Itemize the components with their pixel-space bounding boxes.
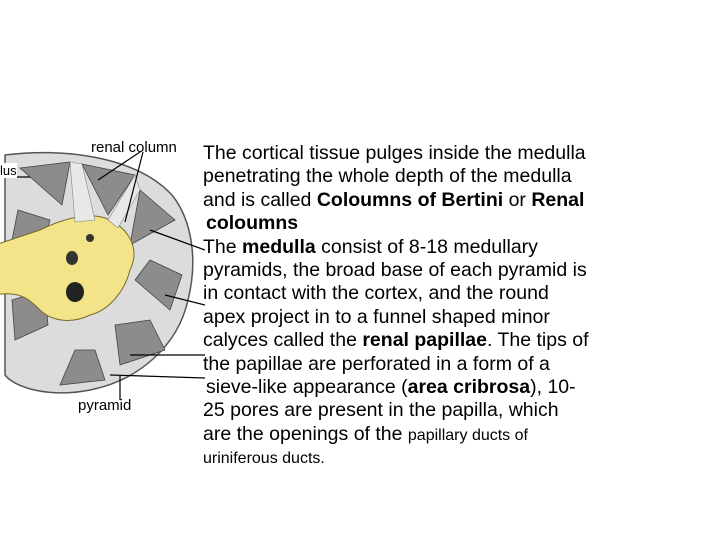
- text-line: [203, 376, 708, 399]
- text-run: in contact with the cortex, and the round: [203, 282, 549, 305]
- term-coloumns: coloumns: [206, 212, 299, 235]
- text-run: 25 pores are present in the papilla, which: [203, 399, 559, 422]
- text-run: apex project in to a funnel shaped minor: [203, 305, 550, 328]
- text-run: . The tips of: [486, 329, 589, 352]
- text-run: sieve-like appearance (: [206, 376, 408, 399]
- text-run: papillary ducts of: [407, 426, 528, 444]
- text-line: [203, 399, 708, 422]
- text-line: [203, 236, 708, 259]
- text-line: [203, 423, 708, 447]
- term-renal: Renal: [531, 188, 585, 211]
- text-run: pyramids, the broad base of each pyramid is: [203, 259, 587, 282]
- text-run: calyces called the: [203, 329, 363, 352]
- text-line: [203, 259, 708, 282]
- text-line: [203, 282, 708, 305]
- text-line: [203, 447, 708, 470]
- description-text: [203, 142, 708, 471]
- partial-left-label: lus: [0, 163, 17, 178]
- renal-column-label: renal column: [91, 139, 177, 156]
- text-run: The cortical tissue pulges inside the medulla: [203, 142, 586, 164]
- text-run: or: [503, 188, 532, 211]
- term-coloumns-of-bertini: Coloumns of Bertini: [316, 188, 504, 211]
- text-run: are the openings of the: [203, 422, 408, 445]
- text-line: [203, 189, 708, 212]
- text-run: The: [203, 235, 243, 258]
- text-run: ), 10-: [530, 376, 576, 399]
- text-line: [203, 353, 708, 376]
- text-run: and is called: [203, 188, 317, 211]
- text-line: [203, 142, 708, 165]
- term-area-cribrosa: area cribrosa: [407, 376, 531, 399]
- text-run: the papillae are perforated in a form of a: [203, 352, 550, 375]
- kidney-section-illustration: [0, 150, 205, 400]
- text-line: [203, 306, 708, 329]
- text-line: [203, 165, 708, 188]
- text-line: [203, 212, 708, 235]
- text-line: [203, 329, 708, 352]
- text-run: uriniferous ducts.: [203, 450, 325, 468]
- pyramid-label: pyramid: [78, 397, 132, 414]
- text-run: consist of 8-18 medullary: [315, 235, 538, 258]
- text-run: penetrating the whole depth of the medulla: [203, 165, 572, 188]
- term-medulla: medulla: [242, 235, 316, 258]
- term-renal-papillae: renal papillae: [362, 329, 487, 352]
